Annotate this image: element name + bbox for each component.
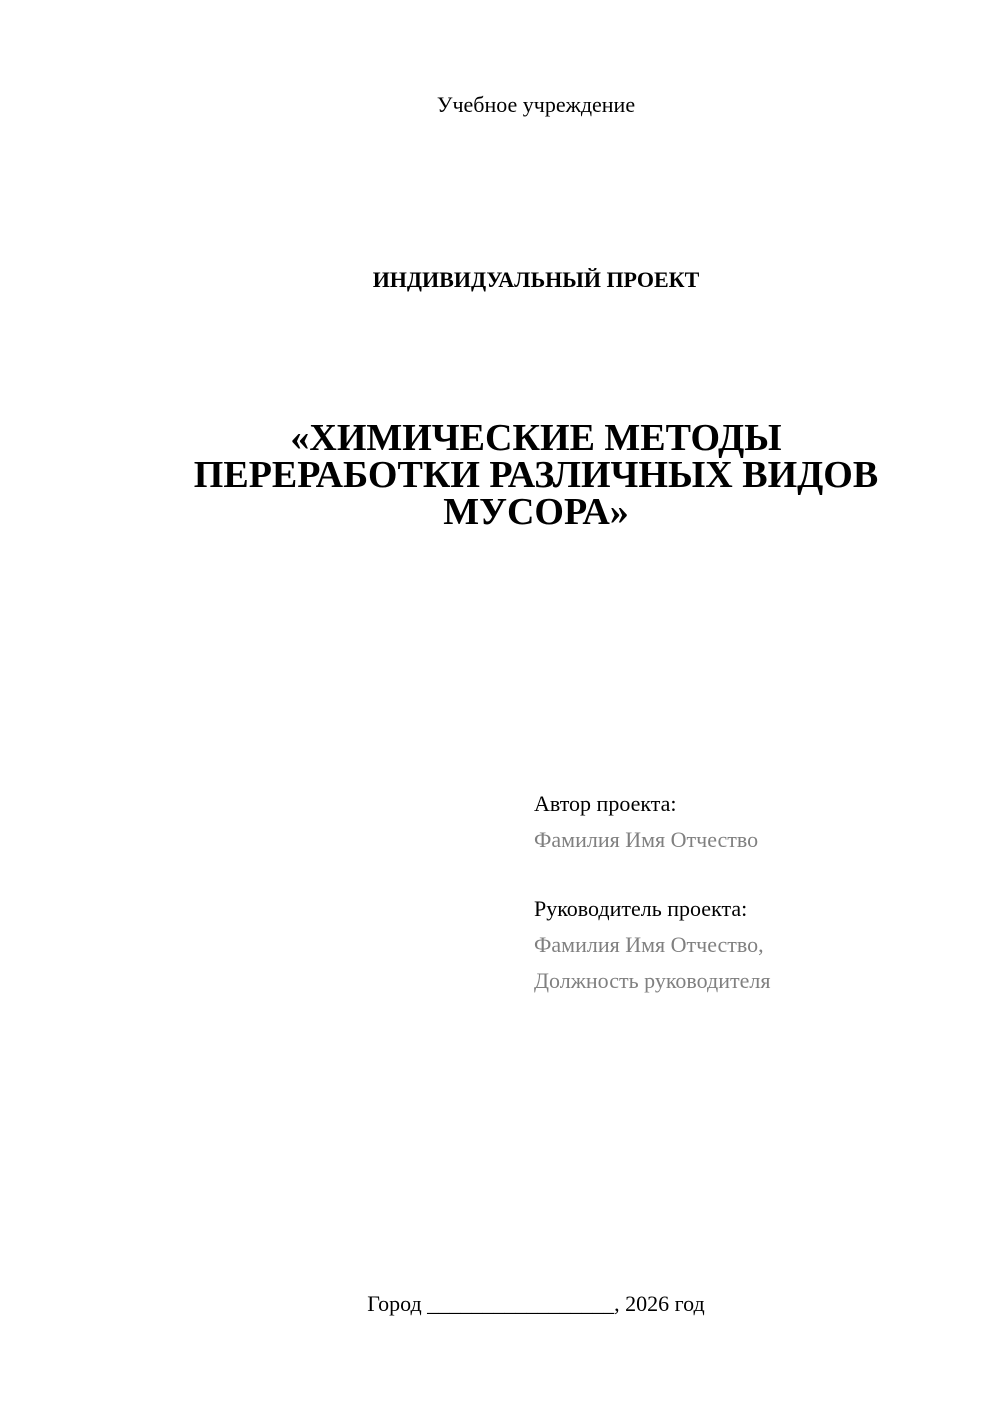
supervisor-position: Должность руководителя [534,968,771,993]
city-year-footer: Город _________________, 2026 год [367,1291,705,1316]
author-label: Автор проекта: [534,791,677,816]
supervisor-block [534,891,974,999]
project-title-line: «ХИМИЧЕСКИЕ МЕТОДЫ [290,417,782,459]
project-title [100,417,972,533]
author-name: Фамилия Имя Отчество [534,827,759,852]
author-block [534,786,974,858]
institution-name: Учебное учреждение [436,92,636,117]
project-title-line: МУСОРА» [443,491,629,533]
project-title-line: ПЕРЕРАБОТКИ РАЗЛИЧНЫХ ВИДОВ [193,454,879,496]
document-type: ИНДИВИДУАЛЬНЫЙ ПРОЕКТ [372,267,700,292]
supervisor-label: Руководитель проекта: [534,896,748,921]
supervisor-name: Фамилия Имя Отчество, [534,932,764,957]
